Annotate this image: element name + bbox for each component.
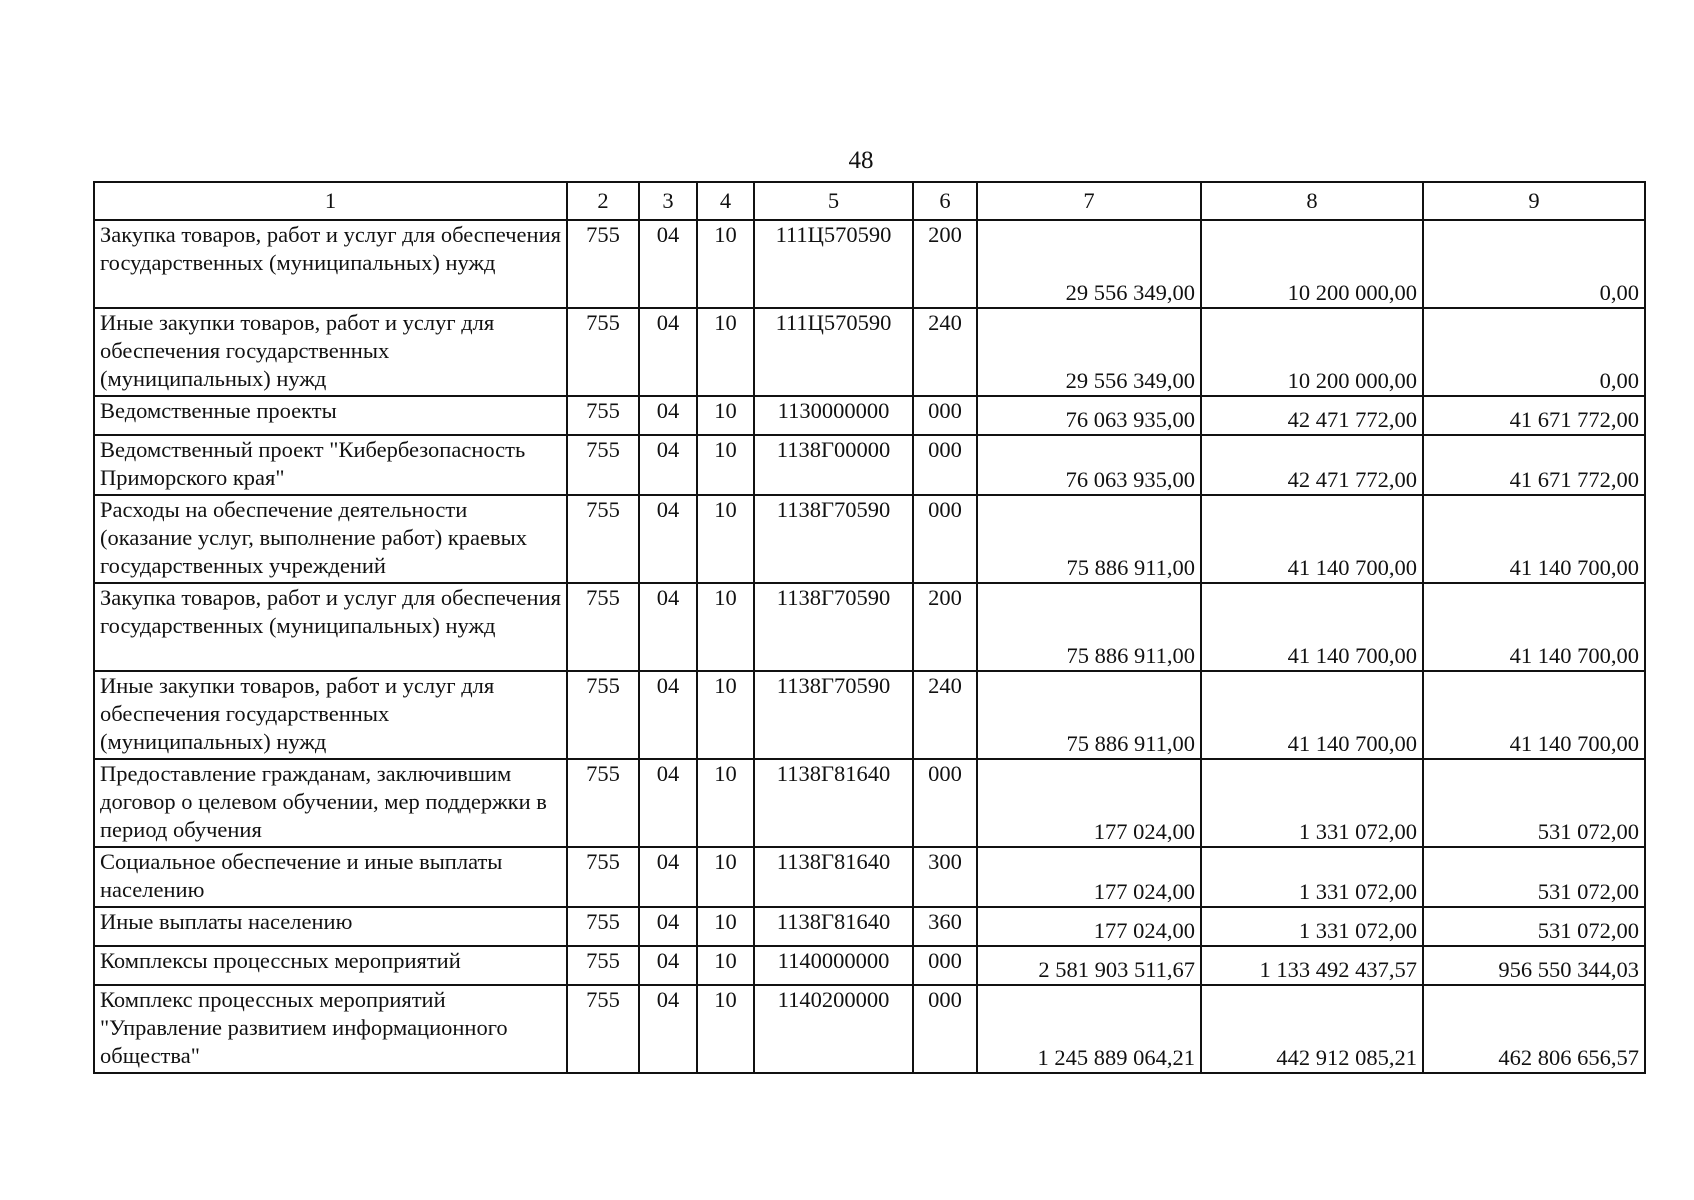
cell-expense-type: 000 — [913, 495, 977, 583]
cell-expense-type: 240 — [913, 671, 977, 759]
cell-amount-col7: 177 024,00 — [977, 847, 1201, 907]
cell-description: Иные выплаты населению — [94, 907, 567, 946]
header-row — [94, 182, 1645, 220]
cell-subsection: 10 — [697, 308, 754, 396]
cell-amount-col9: 41 671 772,00 — [1423, 435, 1645, 495]
cell-section: 04 — [639, 946, 697, 985]
header-cell-3: 3 — [639, 182, 697, 220]
cell-ministry-code: 755 — [567, 583, 639, 671]
cell-amount-col8: 1 331 072,00 — [1201, 847, 1423, 907]
cell-target-article: 1138Г81640 — [754, 847, 913, 907]
cell-amount-col9: 462 806 656,57 — [1423, 985, 1645, 1073]
cell-expense-type: 000 — [913, 759, 977, 847]
cell-target-article: 1138Г70590 — [754, 671, 913, 759]
cell-amount-col7: 75 886 911,00 — [977, 671, 1201, 759]
cell-subsection: 10 — [697, 583, 754, 671]
cell-section: 04 — [639, 583, 697, 671]
cell-subsection: 10 — [697, 907, 754, 946]
cell-section: 04 — [639, 847, 697, 907]
cell-target-article: 1138Г81640 — [754, 759, 913, 847]
cell-section: 04 — [639, 985, 697, 1073]
header-cell-1: 1 — [94, 182, 567, 220]
cell-amount-col9: 531 072,00 — [1423, 847, 1645, 907]
cell-expense-type: 000 — [913, 396, 977, 435]
cell-subsection: 10 — [697, 759, 754, 847]
cell-amount-col8: 41 140 700,00 — [1201, 495, 1423, 583]
cell-subsection: 10 — [697, 847, 754, 907]
cell-amount-col7: 177 024,00 — [977, 759, 1201, 847]
cell-amount-col7: 1 245 889 064,21 — [977, 985, 1201, 1073]
cell-amount-col9: 41 140 700,00 — [1423, 671, 1645, 759]
table-row — [94, 220, 1645, 308]
cell-description: Ведомственный проект "Кибербезопасность Приморского края" — [94, 435, 567, 495]
cell-target-article: 111Ц570590 — [754, 220, 913, 308]
cell-ministry-code: 755 — [567, 396, 639, 435]
cell-target-article: 1138Г70590 — [754, 495, 913, 583]
cell-subsection: 10 — [697, 671, 754, 759]
cell-amount-col9: 0,00 — [1423, 220, 1645, 308]
cell-description: Закупка товаров, работ и услуг для обеспечения государственных (муниципальных) нужд — [94, 220, 567, 308]
cell-amount-col9: 531 072,00 — [1423, 759, 1645, 847]
cell-amount-col8: 42 471 772,00 — [1201, 435, 1423, 495]
cell-amount-col7: 29 556 349,00 — [977, 220, 1201, 308]
cell-expense-type: 300 — [913, 847, 977, 907]
header-cell-2: 2 — [567, 182, 639, 220]
cell-subsection: 10 — [697, 435, 754, 495]
cell-description: Иные закупки товаров, работ и услуг для обеспечения государственных (муниципальных) нужд — [94, 308, 567, 396]
table-row — [94, 946, 1645, 985]
table-row — [94, 495, 1645, 583]
cell-target-article: 111Ц570590 — [754, 308, 913, 396]
table-row — [94, 396, 1645, 435]
cell-ministry-code: 755 — [567, 220, 639, 308]
cell-subsection: 10 — [697, 985, 754, 1073]
cell-ministry-code: 755 — [567, 308, 639, 396]
cell-section: 04 — [639, 907, 697, 946]
cell-amount-col7: 76 063 935,00 — [977, 435, 1201, 495]
cell-expense-type: 200 — [913, 583, 977, 671]
cell-target-article: 1140000000 — [754, 946, 913, 985]
cell-subsection: 10 — [697, 946, 754, 985]
cell-amount-col8: 442 912 085,21 — [1201, 985, 1423, 1073]
cell-target-article: 1138Г70590 — [754, 583, 913, 671]
table-row — [94, 985, 1645, 1073]
cell-amount-col9: 41 671 772,00 — [1423, 396, 1645, 435]
cell-amount-col7: 76 063 935,00 — [977, 396, 1201, 435]
cell-amount-col7: 2 581 903 511,67 — [977, 946, 1201, 985]
cell-expense-type: 360 — [913, 907, 977, 946]
table-row — [94, 759, 1645, 847]
header-cell-8: 8 — [1201, 182, 1423, 220]
header-cell-6: 6 — [913, 182, 977, 220]
cell-description: Комплекс процессных мероприятий "Управление развитием информационного общества" — [94, 985, 567, 1073]
cell-ministry-code: 755 — [567, 907, 639, 946]
cell-ministry-code: 755 — [567, 847, 639, 907]
cell-expense-type: 200 — [913, 220, 977, 308]
cell-amount-col7: 75 886 911,00 — [977, 495, 1201, 583]
cell-target-article: 1140200000 — [754, 985, 913, 1073]
cell-subsection: 10 — [697, 220, 754, 308]
cell-target-article: 1138Г00000 — [754, 435, 913, 495]
cell-expense-type: 000 — [913, 946, 977, 985]
cell-section: 04 — [639, 308, 697, 396]
header-cell-4: 4 — [697, 182, 754, 220]
cell-ministry-code: 755 — [567, 946, 639, 985]
header-cell-7: 7 — [977, 182, 1201, 220]
cell-description: Закупка товаров, работ и услуг для обеспечения государственных (муниципальных) нужд — [94, 583, 567, 671]
cell-ministry-code: 755 — [567, 495, 639, 583]
cell-description: Расходы на обеспечение деятельности (оказание услуг, выполнение работ) краевых государственных учреждений — [94, 495, 567, 583]
cell-description: Предоставление гражданам, заключившим договор о целевом обучении, мер поддержки в период обучения — [94, 759, 567, 847]
budget-table — [93, 181, 1646, 1074]
cell-amount-col9: 956 550 344,03 — [1423, 946, 1645, 985]
header-cell-9: 9 — [1423, 182, 1645, 220]
cell-target-article: 1130000000 — [754, 396, 913, 435]
cell-section: 04 — [639, 759, 697, 847]
cell-subsection: 10 — [697, 495, 754, 583]
cell-amount-col9: 531 072,00 — [1423, 907, 1645, 946]
cell-description: Иные закупки товаров, работ и услуг для обеспечения государственных (муниципальных) нужд — [94, 671, 567, 759]
cell-section: 04 — [639, 396, 697, 435]
table-row — [94, 847, 1645, 907]
cell-section: 04 — [639, 435, 697, 495]
cell-description: Ведомственные проекты — [94, 396, 567, 435]
cell-section: 04 — [639, 495, 697, 583]
cell-ministry-code: 755 — [567, 985, 639, 1073]
page-number: 48 — [848, 147, 874, 174]
cell-subsection: 10 — [697, 396, 754, 435]
table-row — [94, 671, 1645, 759]
cell-amount-col8: 1 331 072,00 — [1201, 907, 1423, 946]
cell-amount-col7: 75 886 911,00 — [977, 583, 1201, 671]
cell-amount-col8: 1 133 492 437,57 — [1201, 946, 1423, 985]
cell-amount-col8: 41 140 700,00 — [1201, 583, 1423, 671]
cell-ministry-code: 755 — [567, 671, 639, 759]
table-row — [94, 583, 1645, 671]
cell-amount-col8: 42 471 772,00 — [1201, 396, 1423, 435]
cell-amount-col8: 10 200 000,00 — [1201, 308, 1423, 396]
cell-amount-col8: 41 140 700,00 — [1201, 671, 1423, 759]
cell-expense-type: 240 — [913, 308, 977, 396]
table-row — [94, 907, 1645, 946]
table-row — [94, 435, 1645, 495]
cell-description: Социальное обеспечение и иные выплаты населению — [94, 847, 567, 907]
cell-ministry-code: 755 — [567, 759, 639, 847]
cell-expense-type: 000 — [913, 435, 977, 495]
header-cell-5: 5 — [754, 182, 913, 220]
cell-ministry-code: 755 — [567, 435, 639, 495]
cell-section: 04 — [639, 220, 697, 308]
cell-amount-col9: 41 140 700,00 — [1423, 495, 1645, 583]
cell-amount-col9: 0,00 — [1423, 308, 1645, 396]
cell-expense-type: 000 — [913, 985, 977, 1073]
table-row — [94, 308, 1645, 396]
cell-description: Комплексы процессных мероприятий — [94, 946, 567, 985]
cell-amount-col9: 41 140 700,00 — [1423, 583, 1645, 671]
cell-section: 04 — [639, 671, 697, 759]
cell-amount-col7: 177 024,00 — [977, 907, 1201, 946]
cell-target-article: 1138Г81640 — [754, 907, 913, 946]
cell-amount-col8: 1 331 072,00 — [1201, 759, 1423, 847]
cell-amount-col8: 10 200 000,00 — [1201, 220, 1423, 308]
cell-amount-col7: 29 556 349,00 — [977, 308, 1201, 396]
